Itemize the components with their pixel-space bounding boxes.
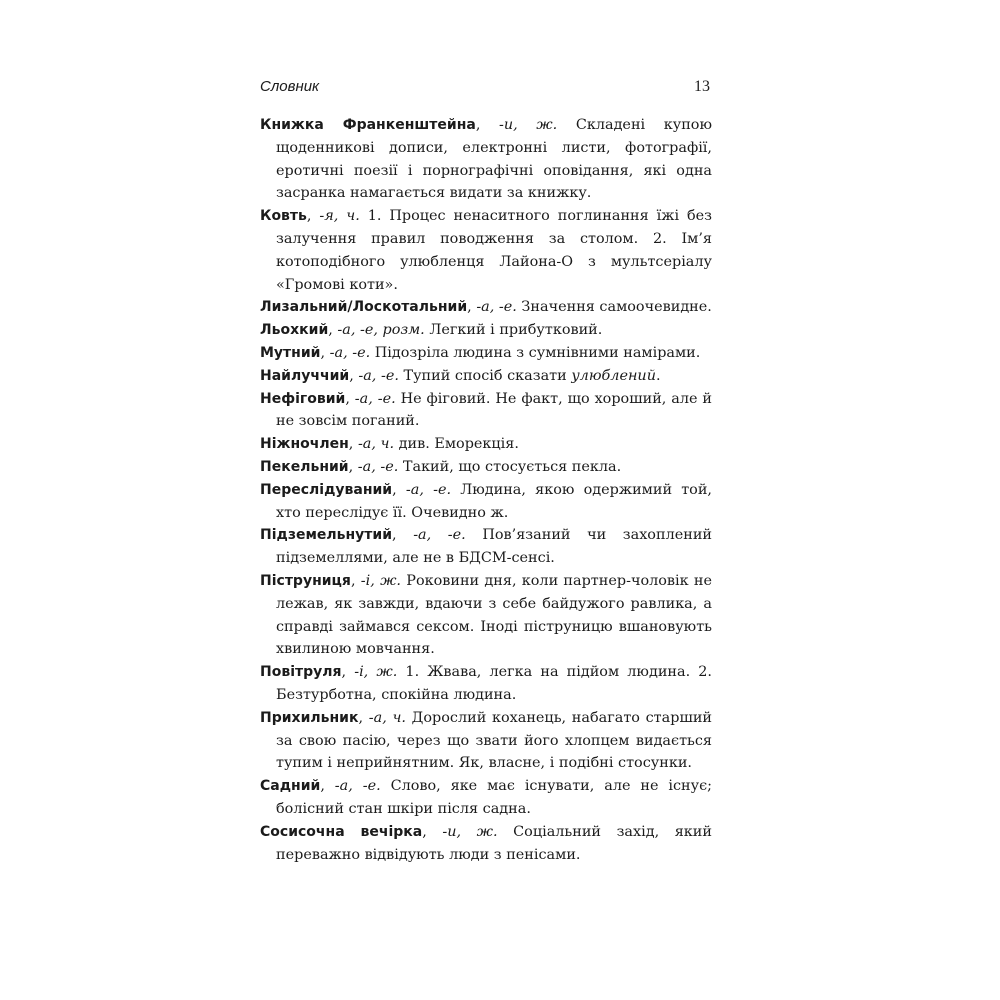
dictionary-entry: Пекельний, -а, -е. Такий, що стосується пекла.: [260, 458, 622, 475]
definition: див. Еморекція.: [394, 436, 519, 453]
dictionary-entry: Піструниця, -і, ж. Роковини дня, коли партнер-чоловік не лежав, як завжди, вдаючи з себе байдужого равлика, а справді займався сексом. Іноді піструницю вшановують хвилиною мовчання.: [260, 572, 712, 658]
dictionary-entry: Прихильник, -а, ч. Дорослий коханець, набагато старший за свою пасію, через що звати його хлопцем видається тупим і неприйнятним. Як, власне, і подібні стосунки.: [260, 709, 712, 772]
headword: Мутний: [260, 344, 321, 361]
headword: Лизальний/Лоскотальний: [260, 299, 468, 316]
definition: Такий, що стосується пекла.: [398, 458, 622, 475]
headword: Нефіговий: [260, 390, 346, 407]
dictionary-entry: Повітруля, -і, ж. 1. Жвава, легка на підйом людина. 2. Безтурботна, спокійна людина.: [260, 664, 713, 703]
definition: Значення самоочевидне.: [516, 299, 712, 316]
dictionary-entry: Лизальний/Лоскотальний, -а, -е. Значення самоочевидне.: [260, 299, 712, 316]
headword: Прихильник: [260, 709, 359, 726]
headword: Повітруля: [260, 664, 342, 681]
headword: Льохкий: [260, 322, 329, 339]
headword: Пекельний: [260, 458, 349, 475]
grammar-note: -и, ж.: [499, 117, 558, 133]
dictionary-entry: Льохкий, -а, -е, розм. Легкий і прибутковий.: [260, 322, 603, 339]
dictionary-entry: Найлуччий, -а, -е. Тупий спосіб сказати улюблений.: [260, 367, 661, 384]
grammar-note: -я, ч.: [319, 208, 360, 225]
headword: Садний: [260, 778, 321, 795]
definition: Складені купою щоденникові дописи, електронні листи, фотографії, еротичні поезії і порнографічні оповідання, які одна засранка намагається видати за книжку.: [276, 117, 712, 202]
grammar-note: -а, -е.: [334, 778, 381, 795]
definition: 1. Жвава, легка на підйом людина. 2. Безтурботна, спокійна людина.: [276, 664, 713, 703]
dictionary-entry: Ніжночлен, -а, ч. див. Еморекція.: [260, 436, 519, 453]
headword: Переслідуваний: [260, 481, 393, 498]
dictionary-entry: Нефіговий, -а, -е. Не фіговий. Не факт, що хороший, але й не зовсім поганий.: [260, 390, 712, 430]
running-head: [260, 78, 710, 96]
definition: 1. Процес ненаситного поглинання їжі без залучення правил поводження за столом. 2. Ім’я котоподібного улюбленця Лайона-О з мультсеріалу «Громові коти».: [276, 208, 712, 293]
grammar-note: -а, -е.: [476, 299, 517, 316]
dictionary-entries: [260, 114, 712, 866]
grammar-note: -и, ж.: [442, 823, 498, 840]
grammar-note: -а, -е, розм.: [337, 322, 425, 339]
definition: Роковини дня, коли партнер-чоловік не лежав, як завжди, вдаючи з себе байдужого равлика, а справді займався сексом. Іноді піструницю вшановують хвилиною мовчання.: [276, 572, 712, 658]
headword: Книжка Франкенштейна: [260, 117, 476, 133]
dictionary-entry: Підземельнутий, -а, -е. Пов’язаний чи захоплений підземеллями, але не в БДСМ-сенсі.: [260, 527, 712, 567]
grammar-note: -а, -е.: [329, 344, 371, 361]
definition: Соціальний захід, який переважно відвідують люди з пенісами.: [276, 823, 712, 863]
headword: Сосисочна вечірка: [260, 823, 423, 840]
grammar-note: -а, ч.: [368, 709, 406, 726]
section-title: Словник: [260, 78, 320, 95]
grammar-note: -а, -е.: [358, 367, 399, 384]
dictionary-entry: Садний, -а, -е. Слово, яке має існувати, але не існує; болісний стан шкіри після садна.: [260, 778, 712, 817]
grammar-note: -і, ж.: [360, 572, 402, 589]
definition: Підозріла людина з сумнівними намірами.: [370, 344, 701, 361]
definition: Легкий і прибутковий.: [424, 322, 603, 339]
dictionary-entry: Сосисочна вечірка, -и, ж. Соціальний захід, який переважно відвідують люди з пенісами.: [260, 823, 712, 863]
grammar-note: -а, -е.: [357, 458, 399, 475]
headword: Підземельнутий: [260, 527, 393, 544]
grammar-note: -а, -е.: [354, 390, 396, 407]
emphasized-word: улюблений: [571, 367, 656, 384]
definition: Пов’язаний чи захоплений підземеллями, але не в БДСМ-сенсі.: [276, 527, 712, 567]
grammar-note: -а, ч.: [357, 436, 395, 453]
dictionary-entry: Ковть, -я, ч. 1. Процес ненаситного поглинання їжі без залучення правил поводження за столом. 2. Ім’я котоподібного улюбленця Лайона-О з мультсеріалу «Громові коти».: [260, 208, 712, 293]
dictionary-entry: Переслідуваний, -а, -е. Людина, якою одержимий той, хто переслідує її. Очевидно ж.: [260, 481, 713, 521]
page-number: 13: [694, 78, 710, 95]
headword: Ковть: [260, 208, 307, 225]
headword: Найлуччий: [260, 367, 350, 384]
grammar-note: -а, -е.: [413, 527, 466, 544]
headword: Піструниця: [260, 572, 351, 589]
definition: Тупий спосіб сказати: [398, 367, 572, 384]
headword: Ніжночлен: [260, 436, 349, 453]
definition: Дорослий коханець, набагато старший за свою пасію, через що звати його хлопцем видається тупим і неприйнятним. Як, власне, і подібні стосунки.: [276, 709, 712, 772]
grammar-note: -і, ж.: [354, 664, 398, 681]
definition: Слово, яке має існувати, але не існує; болісний стан шкіри після садна.: [276, 778, 712, 817]
dictionary-entry: Мутний, -а, -е. Підозріла людина з сумнівними намірами.: [260, 344, 701, 361]
grammar-note: -а, -е.: [405, 481, 452, 498]
definition: Не фіговий. Не факт, що хороший, але й не зовсім поганий.: [276, 390, 712, 430]
dictionary-entry: Книжка Франкенштейна, -и, ж. Складені купою щоденникові дописи, електронні листи, фотографії, еротичні поезії і порнографічні оповідання, які одна засранка намагається видати за книжку.: [260, 117, 712, 202]
definition: Людина, якою одержимий той, хто переслідує її. Очевидно ж.: [276, 481, 713, 521]
